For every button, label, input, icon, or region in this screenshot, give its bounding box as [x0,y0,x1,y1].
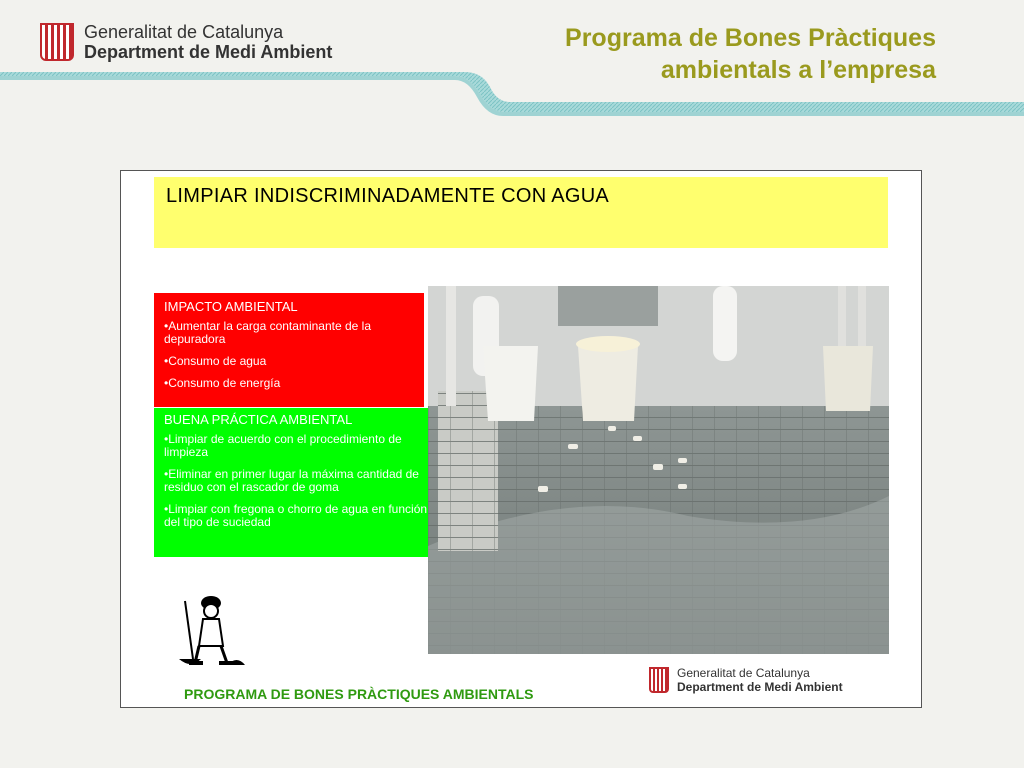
impact-item: •Consumo de energía [164,376,281,390]
practice-box [154,408,441,557]
generalitat-logo [40,22,332,62]
footer-org-name: Generalitat de Catalunya [677,666,810,680]
impact-item: •Consumo de agua [164,354,267,368]
practice-item: •Limpiar de acuerdo con el procedimiento de limpieza [164,432,402,459]
practice-item: •Eliminar en primer lugar la máxima cantidad de residuo con el rascador de goma [164,467,419,494]
title-line-1: Programa de Bones Pràctiques [565,24,936,52]
practice-item: •Limpiar con fregona o chorro de agua en función del tipo de suciedad [164,502,428,529]
footer-generalitat-logo [649,666,843,694]
impact-item: •Aumentar la carga contaminante de la depuradora [164,319,371,346]
catalonia-shield-icon [649,667,669,693]
impact-box [154,293,424,407]
factory-floor-photo [428,286,889,654]
header-band [0,72,1024,118]
slide-frame [120,170,922,708]
department-name: Department de Medi Ambient [84,42,333,62]
practice-title: BUENA PRÁCTICA AMBIENTAL [164,412,353,427]
slide-heading: LIMPIAR INDISCRIMINADAMENTE CON AGUA [166,185,610,207]
catalonia-shield-icon [40,23,74,61]
footer-department-name: Department de Medi Ambient [677,680,843,694]
impact-title: IMPACTO AMBIENTAL [164,299,298,314]
program-footer: PROGRAMA DE BONES PRÀCTIQUES AMBIENTALS [184,686,534,702]
cleaner-mascot-icon [171,591,249,673]
org-name: Generalitat de Catalunya [84,22,284,42]
heading-box [154,177,888,248]
title-line-2: ambientals a l’empresa [660,56,936,84]
